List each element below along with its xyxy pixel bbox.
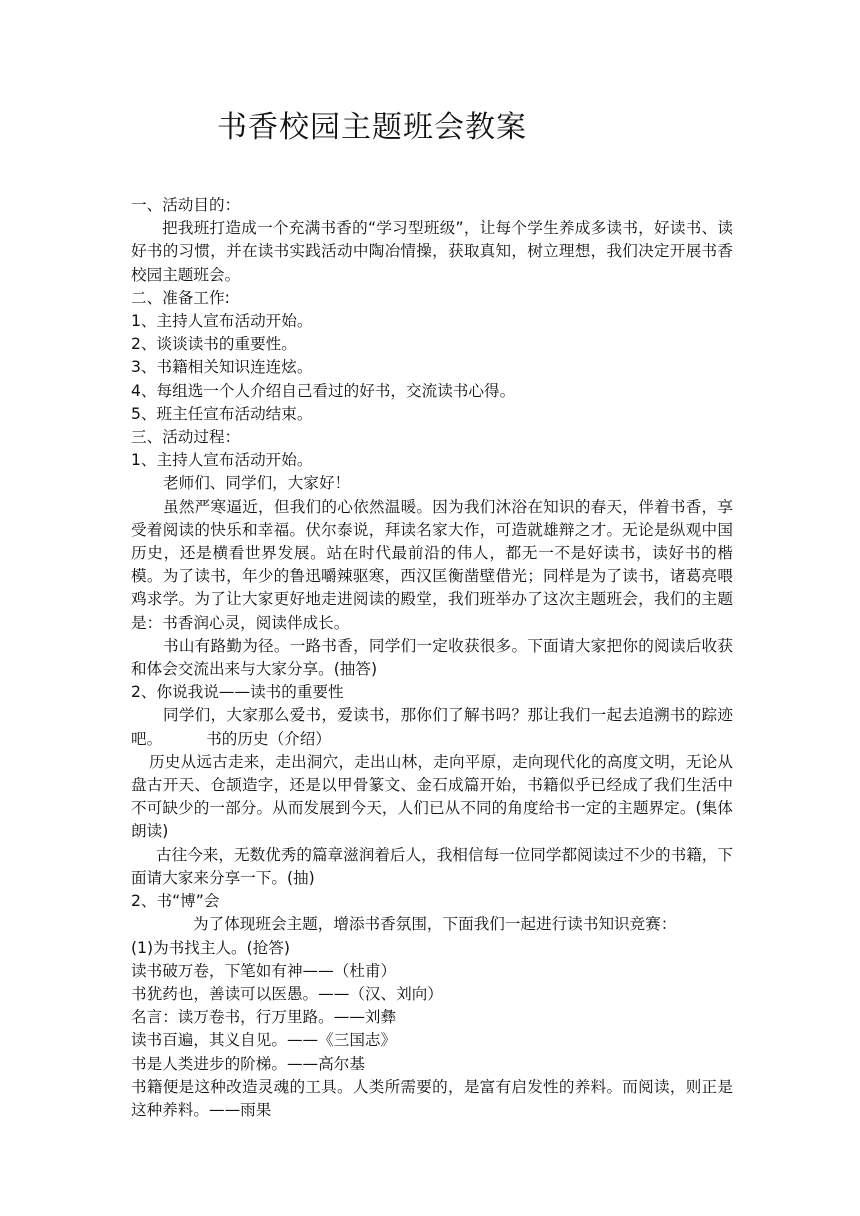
- quiz-intro: 为了体现班会主题，增添书香氛围，下面我们一起进行读书知识竞赛：: [193, 915, 677, 934]
- prep-item-3: 3、书籍相关知识连连炫。: [131, 358, 313, 377]
- opening-paragraph: 虽然严寒逼近，但我们的心依然温暖。因为我们沐浴在知识的春天，伴着书香，享受着阅读的快乐和幸福。伏尔泰说，拜读名家大作，可造就雄辩之才。无论是纵观中国历史，还是横看世界发展。站在时代最前沿的伟人，都无一不是好读书，读好书的楷模。为了读书，年少的鲁迅嚼辣驱寒，西汉匡衡凿壁借光；同样是为了读书，诸葛亮喂鸡求学。为了让大家更好地走进阅读的殿堂，我们班举办了这次主题班会，我们的主题是：书香润心灵，阅读伴成长。: [131, 497, 733, 632]
- quiz-part-1: (1)为书找主人。(抢答): [131, 938, 291, 957]
- prep-item-4: 4、每组选一个人介绍自己看过的好书，交流读书心得。: [131, 381, 516, 400]
- quote-line-4: 读书百遍，其义自见。——《三国志》: [131, 1031, 397, 1050]
- process-step-1: 1、主持人宣布活动开始。: [131, 451, 313, 470]
- quote-line-3: 名言：读万卷书，行万里路。——刘彝: [131, 1008, 397, 1027]
- prep-item-5: 5、班主任宣布活动结束。: [131, 404, 313, 423]
- quote-line-1: 读书破万卷，下笔如有神——（杜甫）: [131, 961, 397, 980]
- prep-item-1: 1、主持人宣布活动开始。: [131, 312, 313, 331]
- process-step-2: 2、你说我说——读书的重要性: [131, 683, 344, 702]
- prep-item-2: 2、谈谈读书的重要性。: [131, 335, 297, 354]
- document-title: 书香校园主题班会教案: [217, 110, 527, 145]
- document-body: [131, 194, 733, 1122]
- section-heading-process: 三、活动过程：: [131, 428, 241, 447]
- process-step-book-fair: 2、书“博”会: [131, 892, 220, 911]
- book-history-label: 书的历史（介绍）: [206, 729, 331, 748]
- book-history-intro: 同学们，大家那么爱书，爱读书，那你们了解书吗？那让我们一起去追溯书的踪迹吧。: [131, 706, 733, 748]
- quote-line-2: 书犹药也，善读可以医愚。——（汉、刘向）: [131, 984, 443, 1003]
- section-heading-purpose: 一、活动目的：: [131, 196, 241, 214]
- quote-line-6: 书籍便是这种改造灵魂的工具。人类所需要的，是富有启发性的养料。而阅读，则正是这种养料。——雨果: [131, 1077, 733, 1119]
- book-history-paragraph: [131, 704, 733, 750]
- section-heading-preparation: 二、准备工作:: [131, 288, 230, 307]
- history-paragraph: 历史从远古走来，走出洞穴，走出山林，走向平原，走向现代化的高度文明，无论从盘古开天、仓颉造字，还是以甲骨篆文、金石成篇开始，书籍似乎已经成了我们生活中不可缺少的一部分。从而发展到今天，人们已从不同的角度给书一定的主题界定。(集体朗读): [131, 752, 733, 841]
- greeting-line: 老师们、同学们，大家好！: [163, 474, 351, 493]
- quote-line-5: 书是人类进步的阶梯。——高尔基: [131, 1054, 365, 1073]
- purpose-paragraph: 把我班打造成一个充满书香的“学习型班级”，让每个学生养成多读书，好读书、读好书的习惯，并在读书实践活动中陶冶情操，获取真知，树立理想，我们决定开展书香校园主题班会。: [131, 219, 733, 284]
- sharing-paragraph: 书山有路勤为径。一路书香，同学们一定收获很多。下面请大家把你的阅读后收获和体会交流出来与大家分享。(抽答): [131, 636, 733, 679]
- sharing-invite-paragraph: 古往今来，无数优秀的篇章滋润着后人，我相信每一位同学都阅读过不少的书籍，下面请大家来分享一下。(抽): [131, 845, 733, 887]
